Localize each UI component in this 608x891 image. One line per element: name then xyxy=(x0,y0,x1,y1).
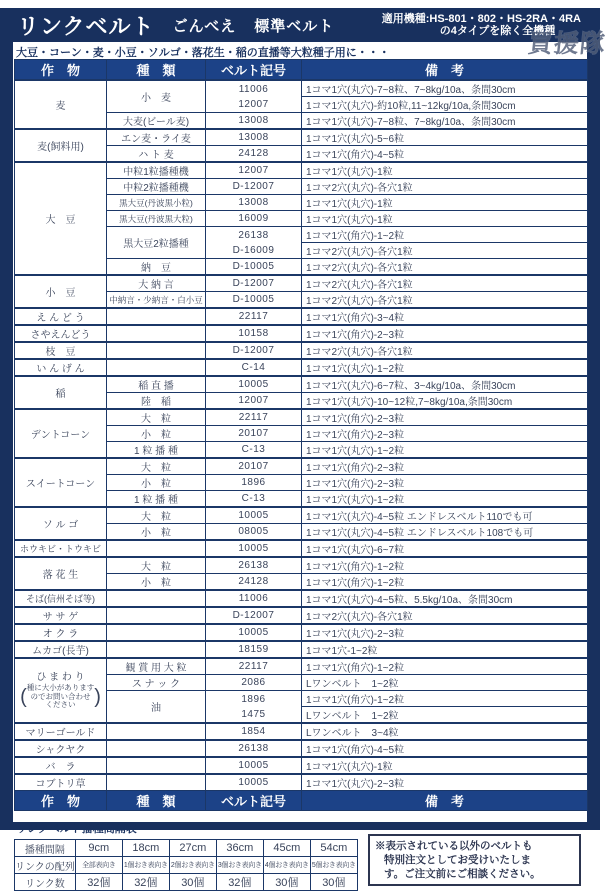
belt-code-cell: 26138 xyxy=(206,557,302,574)
column-header: ベルト記号 xyxy=(206,60,302,81)
remark-cell: 1コマ2穴(丸穴)-各穴1粒 xyxy=(302,243,588,259)
crop-cell: 麦 xyxy=(15,80,107,129)
type-cell: ハ ト 麦 xyxy=(107,146,206,163)
table-row xyxy=(15,325,588,342)
remark-cell: 1コマ1穴(丸穴)-4~5粒 エンドレスベルト108でも可 xyxy=(302,524,588,541)
column-header: 備 考 xyxy=(302,60,588,81)
type-cell: 小 粒 xyxy=(107,574,206,591)
spacing-row-label: リンクの配列 xyxy=(15,857,76,874)
remark-cell: 1コマ1穴(丸穴)-6~7粒、3~4kg/10a、条間30cm xyxy=(302,376,588,393)
remark-cell: 1コマ1穴(丸穴)-7~8粒、7~8kg/10a、条間30cm xyxy=(302,80,588,97)
type-cell: 大麦(ビール麦) xyxy=(107,113,206,130)
belt-code-cell: 18159 xyxy=(206,641,302,658)
special-order-note xyxy=(368,834,581,886)
crop-cell: 稲 xyxy=(15,376,107,409)
crop-cell: マリーゴールド xyxy=(15,723,107,740)
remark-cell: Lワンベルト 3~4粒 xyxy=(302,723,588,740)
belt-code-cell: 08005 xyxy=(206,524,302,541)
spacing-table-title: リンクベルト播種間隔表 xyxy=(16,823,137,835)
remark-cell: 1コマ1穴(角穴)-1~2粒 xyxy=(302,574,588,591)
type-cell: 大 粒 xyxy=(107,557,206,574)
crop-cell: さやえんどう xyxy=(15,325,107,342)
column-header: ベルト記号 xyxy=(206,791,302,811)
table-row xyxy=(15,376,588,393)
crop-cell: シャクヤク xyxy=(15,740,107,757)
type-cell xyxy=(107,641,206,658)
type-cell xyxy=(107,308,206,325)
type-cell: 大 粒 xyxy=(107,409,206,426)
spacing-value-cell: 32個 xyxy=(216,874,263,891)
spacing-value-cell: 2個おき表向き xyxy=(169,857,216,874)
belt-code-cell: D-12007 xyxy=(206,607,302,624)
spacing-value-cell: 全部表向き xyxy=(75,857,122,874)
belt-code-cell: 10005 xyxy=(206,774,302,791)
type-cell: 大 納 言 xyxy=(107,275,206,292)
table-row xyxy=(15,342,588,359)
type-cell: 中粒1粒播種機 xyxy=(107,162,206,179)
crop-cell: コブトリ草 xyxy=(15,774,107,791)
type-cell: 黒大豆(丹波黒小粒) xyxy=(107,195,206,211)
crop-cell: デントコーン xyxy=(15,409,107,458)
crop-cell: オ ク ラ xyxy=(15,624,107,641)
remark-cell: 1コマ1穴(丸穴)-10~12粒,7~8kg/10a,条間30cm xyxy=(302,393,588,410)
remark-cell: 1コマ1穴(丸穴)-2~3粒 xyxy=(302,774,588,791)
table-row xyxy=(15,409,588,426)
spacing-value-cell: 32個 xyxy=(122,874,169,891)
type-cell: 大 粒 xyxy=(107,507,206,524)
special-order-note-line: す。ご注文前にご相談ください。 xyxy=(384,868,541,880)
product-belt-type: 標準ベルト xyxy=(254,17,335,35)
content-area xyxy=(13,42,587,890)
spacing-value-cell: 1個おき表向き xyxy=(122,857,169,874)
belt-code-cell: 12007 xyxy=(206,393,302,410)
belt-code-cell: 10158 xyxy=(206,325,302,342)
belt-code-cell: 22117 xyxy=(206,308,302,325)
table-row xyxy=(15,308,588,325)
type-cell: 中納言・少納言・白小豆 xyxy=(107,292,206,309)
type-cell: 小 麦 xyxy=(107,80,206,113)
crop-cell: バ ラ xyxy=(15,757,107,774)
type-cell: 観 賞 用 大 粒 xyxy=(107,658,206,675)
type-cell: 陸 稲 xyxy=(107,393,206,410)
crop-cell: 大 豆 xyxy=(15,162,107,275)
table-row xyxy=(15,624,588,641)
belt-code-cell: 1896 xyxy=(206,475,302,491)
type-cell xyxy=(107,740,206,757)
type-cell: 稲 直 播 xyxy=(107,376,206,393)
remark-cell: 1コマ1穴(角穴)-3~4粒 xyxy=(302,308,588,325)
type-cell: 1 粒 播 種 xyxy=(107,491,206,508)
crop-cell: ひ ま わ り ( 種に大小があります のでお問い合わせ ください ) xyxy=(15,658,107,723)
remark-cell: 1コマ1穴(角穴)-4~5粒 xyxy=(302,740,588,757)
table-row xyxy=(15,740,588,757)
remark-cell: 1コマ1穴(角穴)-2~3粒 xyxy=(302,458,588,475)
belt-code-cell: 22117 xyxy=(206,409,302,426)
remark-cell: 1コマ1穴(丸穴)-1~2粒 xyxy=(302,491,588,508)
table-row xyxy=(15,723,588,740)
crop-cell: サ サ ゲ xyxy=(15,607,107,624)
spacing-value-cell: 30個 xyxy=(310,874,357,891)
belt-code-cell: 10005 xyxy=(206,624,302,641)
belt-code-cell: D-12007 xyxy=(206,179,302,195)
table-row xyxy=(15,540,588,557)
table-row xyxy=(15,275,588,292)
spacing-row xyxy=(15,874,358,891)
table-row xyxy=(15,607,588,624)
crop-cell: そば(信州そば等) xyxy=(15,590,107,607)
belt-code-cell: D-10005 xyxy=(206,259,302,276)
product-title: リンクベルト xyxy=(17,13,155,39)
column-header: 種 類 xyxy=(107,60,206,81)
remark-cell: 1コマ1穴(丸穴)-6~7粒 xyxy=(302,540,588,557)
type-cell: 小 粒 xyxy=(107,475,206,491)
spacing-value-cell: 45cm xyxy=(263,840,310,857)
belt-code-cell: 10005 xyxy=(206,757,302,774)
type-cell xyxy=(107,607,206,624)
remark-cell: 1コマ2穴(丸穴)-各穴1粒 xyxy=(302,342,588,359)
table-row xyxy=(15,590,588,607)
remark-cell: 1コマ1穴(丸穴)-1粒 xyxy=(302,195,588,211)
spacing-value-cell: 30個 xyxy=(263,874,310,891)
applicable-machines-line2: の4タイプを除く全機種 xyxy=(439,25,556,37)
belt-code-cell: 13008 xyxy=(206,129,302,146)
column-header-row xyxy=(15,60,588,81)
spacing-table-body xyxy=(15,840,358,891)
belt-code-cell: 11006 xyxy=(206,590,302,607)
title-bar xyxy=(13,8,587,42)
crop-cell: ムカゴ(長芋) xyxy=(15,641,107,658)
type-cell xyxy=(107,590,206,607)
belt-table-body xyxy=(15,60,588,811)
spacing-value-cell: 18cm xyxy=(122,840,169,857)
belt-code-cell: 10005 xyxy=(206,540,302,557)
remark-cell: 1コマ1穴(角穴)-2~3粒 xyxy=(302,475,588,491)
spacing-value-cell: 36cm xyxy=(216,840,263,857)
table-row xyxy=(15,458,588,475)
table-row xyxy=(15,162,588,179)
type-cell xyxy=(107,540,206,557)
type-cell: 大 粒 xyxy=(107,458,206,475)
belt-code-cell: 16009 xyxy=(206,211,302,227)
spacing-table xyxy=(14,839,358,891)
remark-cell: 1コマ1穴(角穴)-4~5粒 xyxy=(302,146,588,163)
type-cell: 油 xyxy=(107,691,206,724)
belt-code-cell: 12007 xyxy=(206,162,302,179)
type-cell: 小 粒 xyxy=(107,426,206,442)
spacing-value-cell: 27cm xyxy=(169,840,216,857)
belt-code-cell: D-12007 xyxy=(206,275,302,292)
remark-cell: 1コマ1穴(丸穴)-7~8粒、7~8kg/10a、条間30cm xyxy=(302,113,588,130)
belt-code-cell: 2086 xyxy=(206,675,302,691)
remark-cell: 1コマ1穴(丸穴)-約10粒,11~12kg/10a,条間30cm xyxy=(302,97,588,113)
remark-cell: 1コマ2穴(丸穴)-各穴1粒 xyxy=(302,607,588,624)
spacing-value-cell: 30個 xyxy=(169,874,216,891)
crop-cell: 落 花 生 xyxy=(15,557,107,590)
remark-cell: 1コマ1穴(丸穴)-1粒 xyxy=(302,211,588,227)
column-header: 作 物 xyxy=(15,60,107,81)
belt-code-cell: 22117 xyxy=(206,658,302,675)
remark-cell: 1コマ1穴(丸穴)-4~5粒 エンドレスベルト110でも可 xyxy=(302,507,588,524)
type-cell xyxy=(107,774,206,791)
type-cell: 1 粒 播 種 xyxy=(107,442,206,459)
remark-cell: 1コマ1穴(角穴)-1~2粒 xyxy=(302,557,588,574)
crop-cell: い ん げ ん xyxy=(15,359,107,376)
crop-cell: え ん ど う xyxy=(15,308,107,325)
table-row xyxy=(15,774,588,791)
belt-code-cell: 26138 xyxy=(206,740,302,757)
belt-code-cell: 1896 1475 xyxy=(206,691,302,724)
spacing-value-cell: 32個 xyxy=(75,874,122,891)
remark-cell: 1コマ1穴(角穴)-2~3粒 xyxy=(302,325,588,342)
column-header: 作 物 xyxy=(15,791,107,811)
belt-code-cell: 26138 D-16009 xyxy=(206,227,302,259)
remark-cell: 1コマ2穴(丸穴)-各穴1粒 xyxy=(302,275,588,292)
crop-cell: 麦(飼料用) xyxy=(15,129,107,162)
belt-code-cell: 13008 xyxy=(206,113,302,130)
column-header: 種 類 xyxy=(107,791,206,811)
type-cell xyxy=(107,757,206,774)
table-row xyxy=(15,359,588,376)
table-row xyxy=(15,757,588,774)
belt-code-cell: 20107 xyxy=(206,426,302,442)
remark-cell: 1コマ1穴(丸穴)-5~6粒 xyxy=(302,129,588,146)
belt-code-cell: D-12007 xyxy=(206,342,302,359)
table-row xyxy=(15,80,588,97)
type-cell: 小 粒 xyxy=(107,524,206,541)
type-cell xyxy=(107,359,206,376)
remark-cell: Lワンベルト 1~2粒 xyxy=(302,707,588,724)
crop-cell: ホウキビ・トウキビ xyxy=(15,540,107,557)
remark-cell: 1コマ1穴(丸穴)-1粒 xyxy=(302,162,588,179)
type-cell: 中粒2粒播種機 xyxy=(107,179,206,195)
type-cell xyxy=(107,723,206,740)
special-order-note-line: ※表示されている以外のベルトも xyxy=(375,840,533,852)
remark-cell: 1コマ2穴(丸穴)-各穴1粒 xyxy=(302,179,588,195)
crop-cell: スイートコーン xyxy=(15,458,107,507)
spacing-row xyxy=(15,840,358,857)
remark-cell: 1コマ1穴-1~2粒 xyxy=(302,641,588,658)
crop-cell: ソ ル ゴ xyxy=(15,507,107,540)
remark-cell: 1コマ1穴(丸穴)-2~3粒 xyxy=(302,624,588,641)
belt-code-cell: 1854 xyxy=(206,723,302,740)
crop-cell: 枝 豆 xyxy=(15,342,107,359)
bottom-section xyxy=(14,820,587,891)
type-cell: 納 豆 xyxy=(107,259,206,276)
spacing-value-cell: 9cm xyxy=(75,840,122,857)
type-cell xyxy=(107,342,206,359)
table-row xyxy=(15,557,588,574)
belt-table xyxy=(14,59,588,811)
remark-cell: 1コマ2穴(丸穴)-各穴1粒 xyxy=(302,259,588,276)
table-row xyxy=(15,507,588,524)
remark-cell: 1コマ1穴(角穴)-2~3粒 xyxy=(302,409,588,426)
spacing-value-cell: 5個おき表向き xyxy=(310,857,357,874)
spacing-row xyxy=(15,857,358,874)
usage-note: 大豆・コーン・麦・小豆・ソルゴ・落花生・稲の直播等大粒種子用に・・・ xyxy=(16,47,390,59)
spacing-row-label: 播種間隔 xyxy=(15,840,76,857)
belt-code-cell: 11006 12007 xyxy=(206,80,302,113)
remark-cell: 1コマ1穴(丸穴)-1~2粒 xyxy=(302,442,588,459)
spacing-value-cell: 4個おき表向き xyxy=(263,857,310,874)
remark-cell: 1コマ2穴(丸穴)-各穴1粒 xyxy=(302,292,588,309)
belt-code-cell: 24128 xyxy=(206,574,302,591)
belt-code-cell: 10005 xyxy=(206,376,302,393)
crop-cell: 小 豆 xyxy=(15,275,107,308)
table-row xyxy=(15,658,588,675)
remark-cell: Lワンベルト 1~2粒 xyxy=(302,675,588,691)
product-series: ごんべえ xyxy=(172,17,237,35)
type-cell: ス ナ ッ ク xyxy=(107,675,206,691)
belt-code-cell: 20107 xyxy=(206,458,302,475)
belt-code-cell: C-14 xyxy=(206,359,302,376)
belt-code-cell: C-13 xyxy=(206,442,302,459)
type-cell: 黒大豆2粒播種 xyxy=(107,227,206,259)
belt-code-cell: C-13 xyxy=(206,491,302,508)
type-cell xyxy=(107,624,206,641)
type-cell xyxy=(107,325,206,342)
table-row xyxy=(15,641,588,658)
type-cell: エン麦・ライ麦 xyxy=(107,129,206,146)
spacing-value-cell: 54cm xyxy=(310,840,357,857)
special-order-note-line: 特別注文としてお受けいたしま xyxy=(384,854,531,866)
table-row xyxy=(15,129,588,146)
belt-code-cell: 13008 xyxy=(206,195,302,211)
spacing-value-cell: 3個おき表向き xyxy=(216,857,263,874)
column-header: 備 考 xyxy=(302,791,588,811)
remark-cell: 1コマ1穴(丸穴)-1~2粒 xyxy=(302,359,588,376)
remark-cell: 1コマ1穴(角穴)-1~2粒 xyxy=(302,691,588,707)
remark-cell: 1コマ1穴(角穴)-1~2粒 xyxy=(302,658,588,675)
applicable-machines-line1: 適用機種:HS-801・802・HS-2RA・4RA xyxy=(381,13,581,25)
remark-cell: 1コマ1穴(角穴)-1~2粒 xyxy=(302,227,588,243)
watermark-logo: 買援隊 xyxy=(526,30,608,58)
belt-code-cell: 10005 xyxy=(206,507,302,524)
type-cell: 黒大豆(丹波黒大粒) xyxy=(107,211,206,227)
catalog-panel xyxy=(0,8,600,890)
belt-code-cell: 24128 xyxy=(206,146,302,163)
belt-code-cell: D-10005 xyxy=(206,292,302,309)
remark-cell: 1コマ1穴(角穴)-2~3粒 xyxy=(302,426,588,442)
column-header-row xyxy=(15,791,588,811)
spacing-row-label: リンク数 xyxy=(15,874,76,891)
remark-cell: 1コマ1穴(丸穴)-4~5粒、5.5kg/10a、条間30cm xyxy=(302,590,588,607)
remark-cell: 1コマ1穴(丸穴)-1粒 xyxy=(302,757,588,774)
